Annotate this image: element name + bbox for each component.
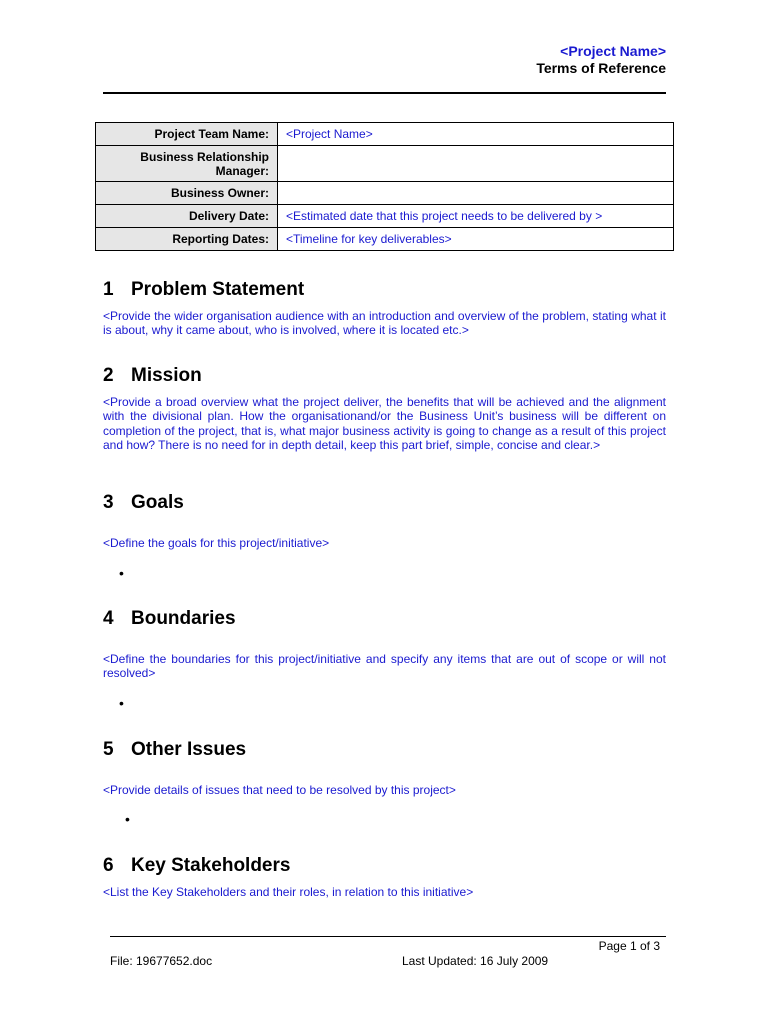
table-row <box>96 228 674 251</box>
table-row <box>96 146 674 182</box>
section-heading <box>103 855 666 877</box>
table-row <box>96 123 674 146</box>
table-value: <Project Name> <box>278 123 674 146</box>
table-row <box>96 182 674 205</box>
section-number: 5 <box>103 739 114 760</box>
section-number: 3 <box>103 492 114 513</box>
section-mission <box>103 365 666 452</box>
section-goals <box>103 492 666 550</box>
table-label: Project Team Name: <box>96 123 278 146</box>
table-value <box>278 182 674 205</box>
table-label: Reporting Dates: <box>96 228 278 251</box>
section-heading <box>103 365 666 387</box>
header-doc-title: Terms of Reference <box>536 60 666 76</box>
bullet-point: • <box>119 565 124 581</box>
table-value: <Timeline for key deliverables> <box>278 228 674 251</box>
section-text: <List the Key Stakeholders and their roles, in relation to this initiative> <box>103 885 474 899</box>
section-number: 4 <box>103 608 114 629</box>
footer-last-updated: Last Updated: 16 July 2009 <box>402 954 549 968</box>
section-key-stakeholders <box>103 855 666 899</box>
section-heading <box>103 279 666 301</box>
section-boundaries <box>103 608 666 681</box>
table-label: Business Owner: <box>96 182 278 205</box>
section-title: Goals <box>131 492 184 513</box>
table-row <box>96 205 674 228</box>
section-title: Problem Statement <box>131 279 305 300</box>
section-title: Boundaries <box>131 608 236 629</box>
bullet-point: • <box>125 811 130 827</box>
table-label: Business Relationship Manager: <box>96 146 278 182</box>
section-problem-statement <box>103 279 666 338</box>
page-header <box>536 43 666 77</box>
project-info-table <box>95 122 674 251</box>
section-title: Other Issues <box>131 739 247 760</box>
section-number: 6 <box>103 855 114 876</box>
section-title: Mission <box>131 365 202 386</box>
section-title: Key Stakeholders <box>131 855 291 876</box>
footer-page-number: Page 1 of 3 <box>598 939 660 953</box>
section-heading <box>103 739 666 761</box>
section-other-issues <box>103 739 666 797</box>
section-text: <Provide details of issues that need to be resolved by this project> <box>103 783 456 797</box>
bullet-point: • <box>119 695 124 711</box>
section-number: 1 <box>103 279 114 300</box>
section-number: 2 <box>103 365 114 386</box>
footer-rule <box>110 936 666 937</box>
footer-file-name: File: 19677652.doc <box>110 954 213 968</box>
section-heading <box>103 492 666 514</box>
table-value: <Estimated date that this project needs to be delivered by > <box>278 205 674 228</box>
section-text: <Define the goals for this project/initiative> <box>103 536 330 550</box>
table-label: Delivery Date: <box>96 205 278 228</box>
section-text: <Provide the wider organisation audience with an introduction and overview of the problem, stating what it is about, why it came about, who is involved, where it is located etc.> <box>103 309 666 338</box>
table-value <box>278 146 674 182</box>
header-project-name: <Project Name> <box>560 43 666 59</box>
section-text: <Provide a broad overview what the project deliver, the benefits that will be achieved and the alignment with the divisional plan. How the organisationand/or the Business Unit’s business will be different on completion of the project, that is, what major business activity is going to change as a result of this project and how? There is no need for in depth detail, keep this part brief, simple, concise and clear.> <box>103 395 666 452</box>
header-rule <box>103 92 666 94</box>
section-heading <box>103 608 666 630</box>
section-text: <Define the boundaries for this project/initiative and specify any items that are out of scope or will not resolved> <box>103 652 666 681</box>
